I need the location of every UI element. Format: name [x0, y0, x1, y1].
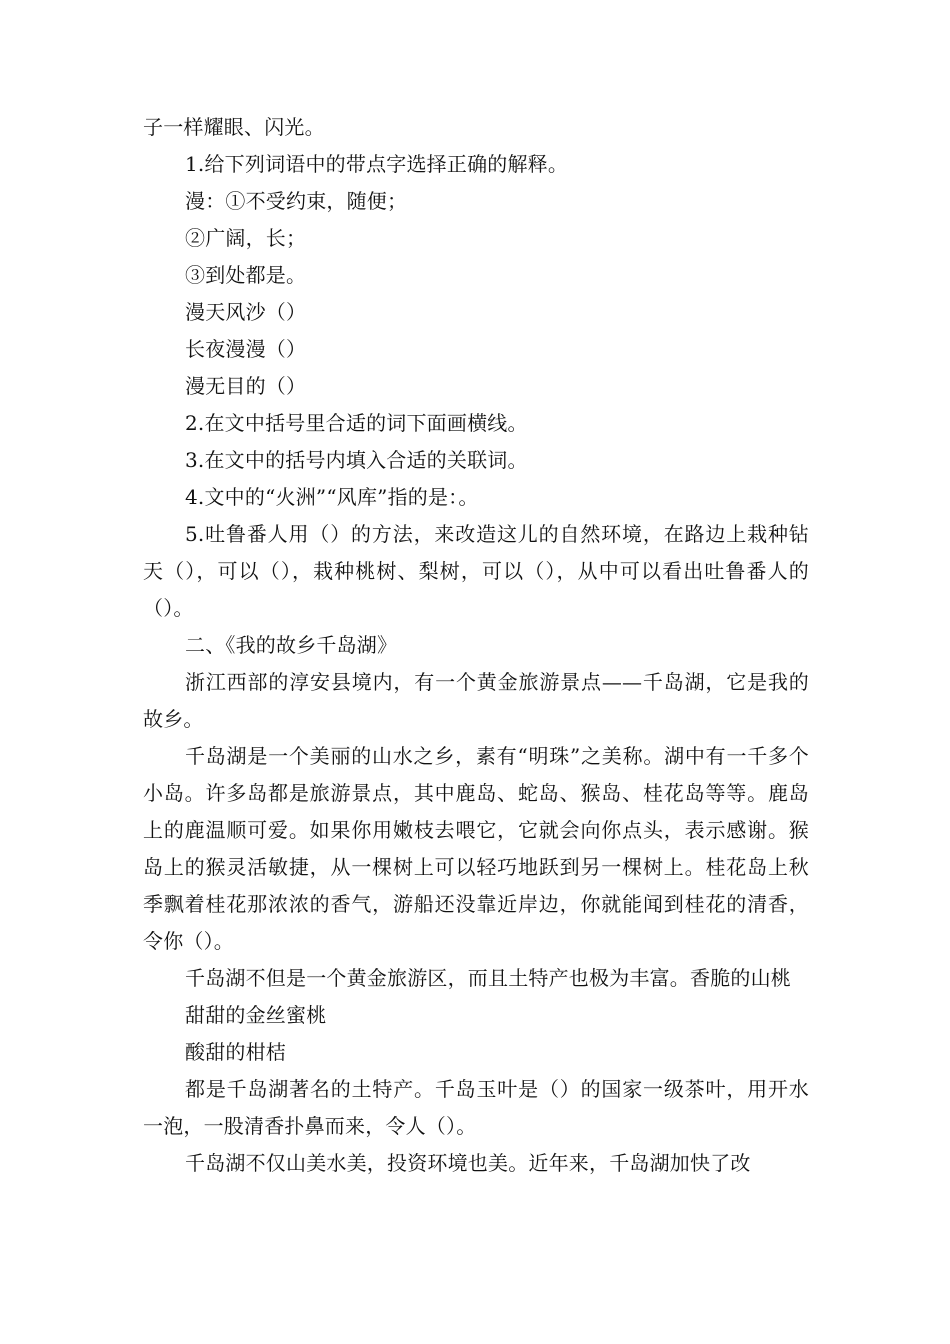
paragraph: 酸甜的柑桔	[185, 1040, 286, 1064]
paragraph: 都是千岛湖著名的土特产。千岛玉叶是（）的国家一级茶叶，用开水一泡，一股清香扑鼻而来，令人（）。	[143, 1077, 809, 1138]
question-1: 1.给下列词语中的带点字选择正确的解释。	[185, 152, 569, 176]
document-body	[143, 109, 809, 1182]
paragraph: 子一样耀眼、闪光。	[143, 115, 325, 139]
question-2: 2.在文中括号里合适的词下面画横线。	[185, 411, 528, 435]
paragraph: 千岛湖不仅山美水美，投资环境也美。近年来，千岛湖加快了改	[185, 1151, 751, 1175]
definition-3: ③到处都是。	[185, 263, 307, 287]
word-item: 长夜漫漫（）	[185, 337, 307, 361]
paragraph: 千岛湖不但是一个黄金旅游区，而且土特产也极为丰富。香脆的山桃	[185, 966, 791, 990]
word-item: 漫天风沙（）	[185, 300, 307, 324]
definition-2: ②广阔，长；	[185, 226, 307, 250]
definition-1: 漫：①不受约束，随便；	[185, 189, 408, 213]
question-4: 4.文中的“火洲”“风库”指的是：。	[185, 485, 479, 509]
question-3: 3.在文中的括号内填入合适的关联词。	[185, 448, 528, 472]
question-5: 5.吐鲁番人用（）的方法，来改造这儿的自然环境，在路边上栽种钻天（），可以（），栽种桃树、梨树，可以（），从中可以看出吐鲁番人的（）。	[143, 522, 809, 620]
section-heading: 二、《我的故乡千岛湖》	[185, 633, 398, 657]
paragraph: 甜甜的金丝蜜桃	[185, 1003, 327, 1027]
paragraph: 浙江西部的淳安县境内，有一个黄金旅游景点——千岛湖，它是我的故乡。	[143, 670, 809, 731]
paragraph: 千岛湖是一个美丽的山水之乡，素有“明珠”之美称。湖中有一千多个小岛。许多岛都是旅游景点，其中鹿岛、蛇岛、猴岛、桂花岛等等。鹿岛上的鹿温顺可爱。如果你用嫩枝去喂它，它就会向你点头，表示感谢。猴岛上的猴灵活敏捷，从一棵树上可以轻巧地跃到另一棵树上。桂花岛上秋季飘着桂花那浓浓的香气，游船还没靠近岸边，你就能闻到桂花的清香，令你（）。	[143, 744, 809, 953]
word-item: 漫无目的（）	[185, 374, 307, 398]
